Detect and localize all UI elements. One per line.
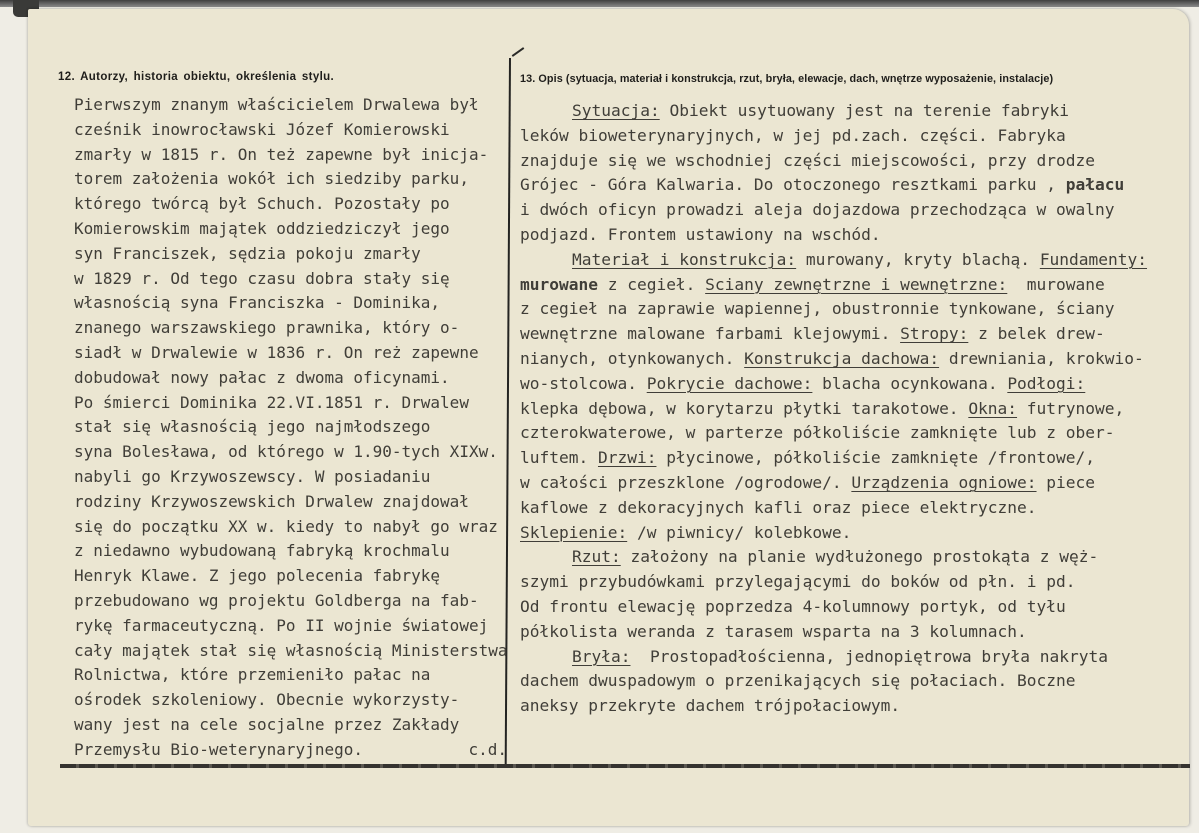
section-12-heading: 12. Autorzy, historia obiektu, określenia stylu.	[58, 71, 335, 83]
paragraph-bryla	[520, 645, 1168, 719]
text-segment: szymi przybudówkami przylegającymi do boków od płn. i pd.	[520, 572, 1076, 592]
text-line	[74, 391, 510, 416]
text-line	[74, 143, 510, 168]
text-line	[520, 397, 1168, 422]
section-label: Konstrukcja dachowa:	[744, 348, 940, 368]
text-line	[74, 291, 510, 316]
text-segment: i dwóch oficyn prowadzi aleja dojazdowa przechodząca w owalny	[520, 200, 1115, 220]
text-segment: Po śmierci Dominika 22.VI.1851 r. Drwalew	[74, 392, 469, 412]
text-segment: Komierowskim majątek oddziedziczył jego	[74, 218, 450, 238]
text-segment: z belek drew-	[968, 324, 1105, 344]
text-segment: piece	[1036, 472, 1096, 492]
section-label: Sciany zewnętrzne i wewnętrzne:	[705, 274, 1008, 294]
text-segment: kaflowe z dekoracyjnych kafli oraz piece elektryczne.	[520, 497, 1037, 517]
text-line	[520, 149, 1168, 174]
text-line	[520, 173, 1168, 198]
text-segment: futrynowe,	[1017, 398, 1125, 418]
text-segment: Pierwszym znanym właścicielem Drwalewa był	[74, 95, 479, 114]
text-segment: czterokwaterowe, w parterze półkoliście zamknięte lub z ober-	[520, 423, 1115, 443]
section-label: Sytuacja:	[572, 101, 660, 120]
text-segment: Prostopadłościenna, jednopiętrowa bryła nakryta	[630, 646, 1109, 666]
section-13-heading: 13. Opis (sytuacja, materiał i konstrukcja, rzut, bryła, elewacje, dach, wnętrze wyposażenie, instalacje)	[520, 73, 1054, 85]
text-line	[520, 496, 1168, 521]
text-segment: z cegieł na zaprawie wapiennej, obustronnie tynkowane, ściany	[520, 299, 1115, 319]
text-line	[520, 471, 1168, 496]
text-line	[520, 198, 1168, 223]
text-line	[520, 545, 1168, 570]
text-line	[74, 118, 510, 143]
text-segment: ośrodek szkoleniowy. Obecnie wykorzysty-	[74, 690, 460, 710]
section-label: Fundamenty:	[1039, 249, 1148, 269]
text-line	[520, 297, 1168, 322]
text-segment: siadł w Drwalewie w 1836 r. On reż zapewne	[74, 342, 479, 362]
text-line	[520, 521, 1168, 546]
text-line	[74, 465, 510, 490]
text-line	[74, 341, 510, 366]
text-segment: stał się własnością jego najmłodszego	[74, 417, 431, 437]
paragraph-sytuacja	[520, 99, 1168, 248]
text-line	[520, 669, 1168, 694]
text-line	[520, 620, 1168, 645]
paragraph-material-i-konstrukcja	[520, 248, 1168, 546]
text-line	[520, 595, 1168, 620]
text-line	[74, 515, 510, 540]
text-segment: którego twórcą był Schuch. Pozostały po	[74, 194, 450, 214]
text-segment: murowany, kryty blachą.	[796, 249, 1040, 269]
text-segment: drewniania, krokwio-	[939, 348, 1144, 368]
text-segment: przebudowano wg projektu Goldberga na fab-	[74, 590, 479, 610]
text-line	[520, 421, 1168, 446]
text-segment: wo-stolcowa.	[520, 373, 647, 393]
section-label: Urządzenia ogniowe:	[851, 472, 1037, 492]
text-line	[520, 273, 1168, 298]
text-segment: założony na planie wydłużonego prostokąta z węż-	[620, 547, 1099, 567]
text-segment: cześnik inowrocławski Józef Komierowski	[74, 119, 450, 139]
text-segment: cały majątek stał się własnością Ministerstwa	[74, 640, 508, 660]
text-segment: aneksy przekryte dachem trójpołaciowym.	[520, 696, 901, 716]
text-line	[520, 645, 1168, 670]
text-segment: znajduje się we wschodniej części miejscowości, przy drodze	[520, 150, 1095, 170]
text-line	[520, 322, 1168, 347]
text-segment: Grójec - Góra Kalwaria. Do otoczonego resztkami parku ,	[520, 175, 1066, 195]
section-label: Pokrycie dachowe:	[646, 373, 813, 393]
left-column-text	[74, 93, 510, 738]
scan-top-edge	[0, 0, 1199, 7]
text-segment: murowane	[520, 274, 598, 294]
text-segment: wany jest na cele socjalne przez Zakłady	[74, 714, 460, 734]
text-segment: torem założenia wokół ich siedziby parku,	[74, 169, 469, 189]
text-line	[520, 124, 1168, 149]
bottom-rule	[60, 764, 1190, 768]
text-line	[74, 366, 510, 391]
text-line	[74, 713, 510, 738]
text-segment: pałacu	[1065, 175, 1125, 195]
text-line	[520, 248, 1168, 273]
text-line	[74, 415, 510, 440]
continuation-label: c.d.	[468, 739, 507, 759]
text-segment: /w piwnicy/ kolebkowe.	[627, 522, 852, 542]
text-line	[520, 372, 1168, 397]
text-segment: Od frontu elewację poprzedza 4-kolumnowy portyk, od tyłu	[520, 596, 1066, 616]
text-segment: własnością syna Franciszka - Dominika,	[74, 293, 441, 313]
text-segment: rykę farmaceutyczną. Po II wojnie światowej	[74, 615, 489, 635]
text-segment: luftem.	[520, 448, 598, 468]
text-line	[520, 99, 1168, 124]
text-line	[74, 564, 510, 589]
right-column	[520, 99, 1168, 719]
text-segment: Henryk Klawe. Z jego polecenia fabrykę	[74, 566, 441, 586]
text-segment: zmarły w 1815 r. On też zapewne był inicja-	[74, 144, 489, 164]
text-line	[520, 570, 1168, 595]
text-line	[74, 440, 510, 465]
section-label: Rzut:	[572, 547, 621, 567]
text-line	[74, 192, 510, 217]
text-segment: nabyli go Krzywoszewscy. W posiadaniu	[74, 466, 431, 486]
text-segment: Rolnictwa, które przemieniło pałac na	[74, 665, 431, 685]
text-segment: klepka dębowa, w korytarzu płytki tarakotowe.	[520, 398, 969, 418]
document-card	[28, 9, 1189, 826]
left-column	[74, 93, 510, 763]
section-label: Drzwi:	[597, 448, 657, 468]
text-segment: blacha ocynkowana.	[812, 373, 1008, 393]
text-segment: wewnętrzne malowane farbami klejowymi.	[520, 324, 901, 344]
text-segment: z niedawno wybudowaną fabryką krochmalu	[74, 541, 450, 561]
text-line	[520, 347, 1168, 372]
text-line	[520, 223, 1168, 248]
text-line	[74, 316, 510, 341]
text-segment: syn Franciszek, sędzia pokoju zmarły	[74, 243, 421, 263]
text-segment: półkolista weranda z tarasem wsparta na 3 kolumnach.	[520, 621, 1027, 641]
text-line	[74, 589, 510, 614]
text-line	[74, 688, 510, 713]
text-line	[74, 539, 510, 564]
text-line	[74, 217, 510, 242]
section-label: Stropy:	[900, 324, 969, 344]
column-divider-tick	[512, 47, 525, 57]
text-segment: w całości przeszklone /ogrodowe/.	[520, 472, 852, 492]
text-segment: dobudował nowy pałac z dwoma oficynami.	[74, 367, 450, 387]
text-segment: nianych, otynkowanych.	[520, 348, 745, 368]
text-segment: się do początku XX w. kiedy to nabył go wraz	[74, 516, 498, 536]
section-label: Bryła:	[572, 646, 631, 666]
text-segment: dachem dwuspadowym o przenikających się połaciach. Boczne	[520, 671, 1076, 691]
text-segment: rodziny Krzywoszewskich Drwalew znajdował	[74, 491, 469, 511]
text-line	[74, 242, 510, 267]
text-segment: podjazd. Frontem ustawiony na wschód.	[520, 224, 881, 244]
last-line-text: Przemysłu Bio-weterynaryjnego.	[74, 739, 363, 759]
section-label: Podłogi:	[1007, 373, 1086, 393]
text-line	[74, 167, 510, 192]
text-segment: murowane	[1007, 274, 1105, 294]
text-segment: płycinowe, półkoliście zamknięte /frontowe/,	[656, 448, 1096, 468]
section-label: Sklepienie:	[520, 522, 628, 542]
section-label: Materiał i konstrukcja:	[572, 249, 797, 269]
text-line	[520, 446, 1168, 471]
text-segment: znanego warszawskiego prawnika, który o-	[74, 318, 460, 338]
text-segment: w 1829 r. Od tego czasu dobra stały się	[74, 268, 450, 288]
text-line	[74, 267, 510, 292]
text-line	[74, 614, 510, 639]
text-segment: Obiekt usytuowany jest na terenie fabryki	[659, 101, 1070, 120]
text-segment: z cegieł.	[597, 274, 706, 294]
text-line	[74, 490, 510, 515]
text-line	[74, 663, 510, 688]
right-column-text	[520, 99, 1168, 719]
text-segment: syna Bolesława, od którego w 1.90-tych XIXw.	[74, 442, 498, 462]
paragraph-rzut	[520, 545, 1168, 644]
section-label: Okna:	[968, 398, 1018, 418]
left-column-last-line	[74, 738, 507, 763]
text-line	[74, 639, 510, 664]
text-line	[74, 93, 510, 118]
text-segment: leków bioweterynaryjnych, w jej pd.zach. części. Fabryka	[520, 125, 1066, 145]
text-line	[520, 694, 1168, 719]
